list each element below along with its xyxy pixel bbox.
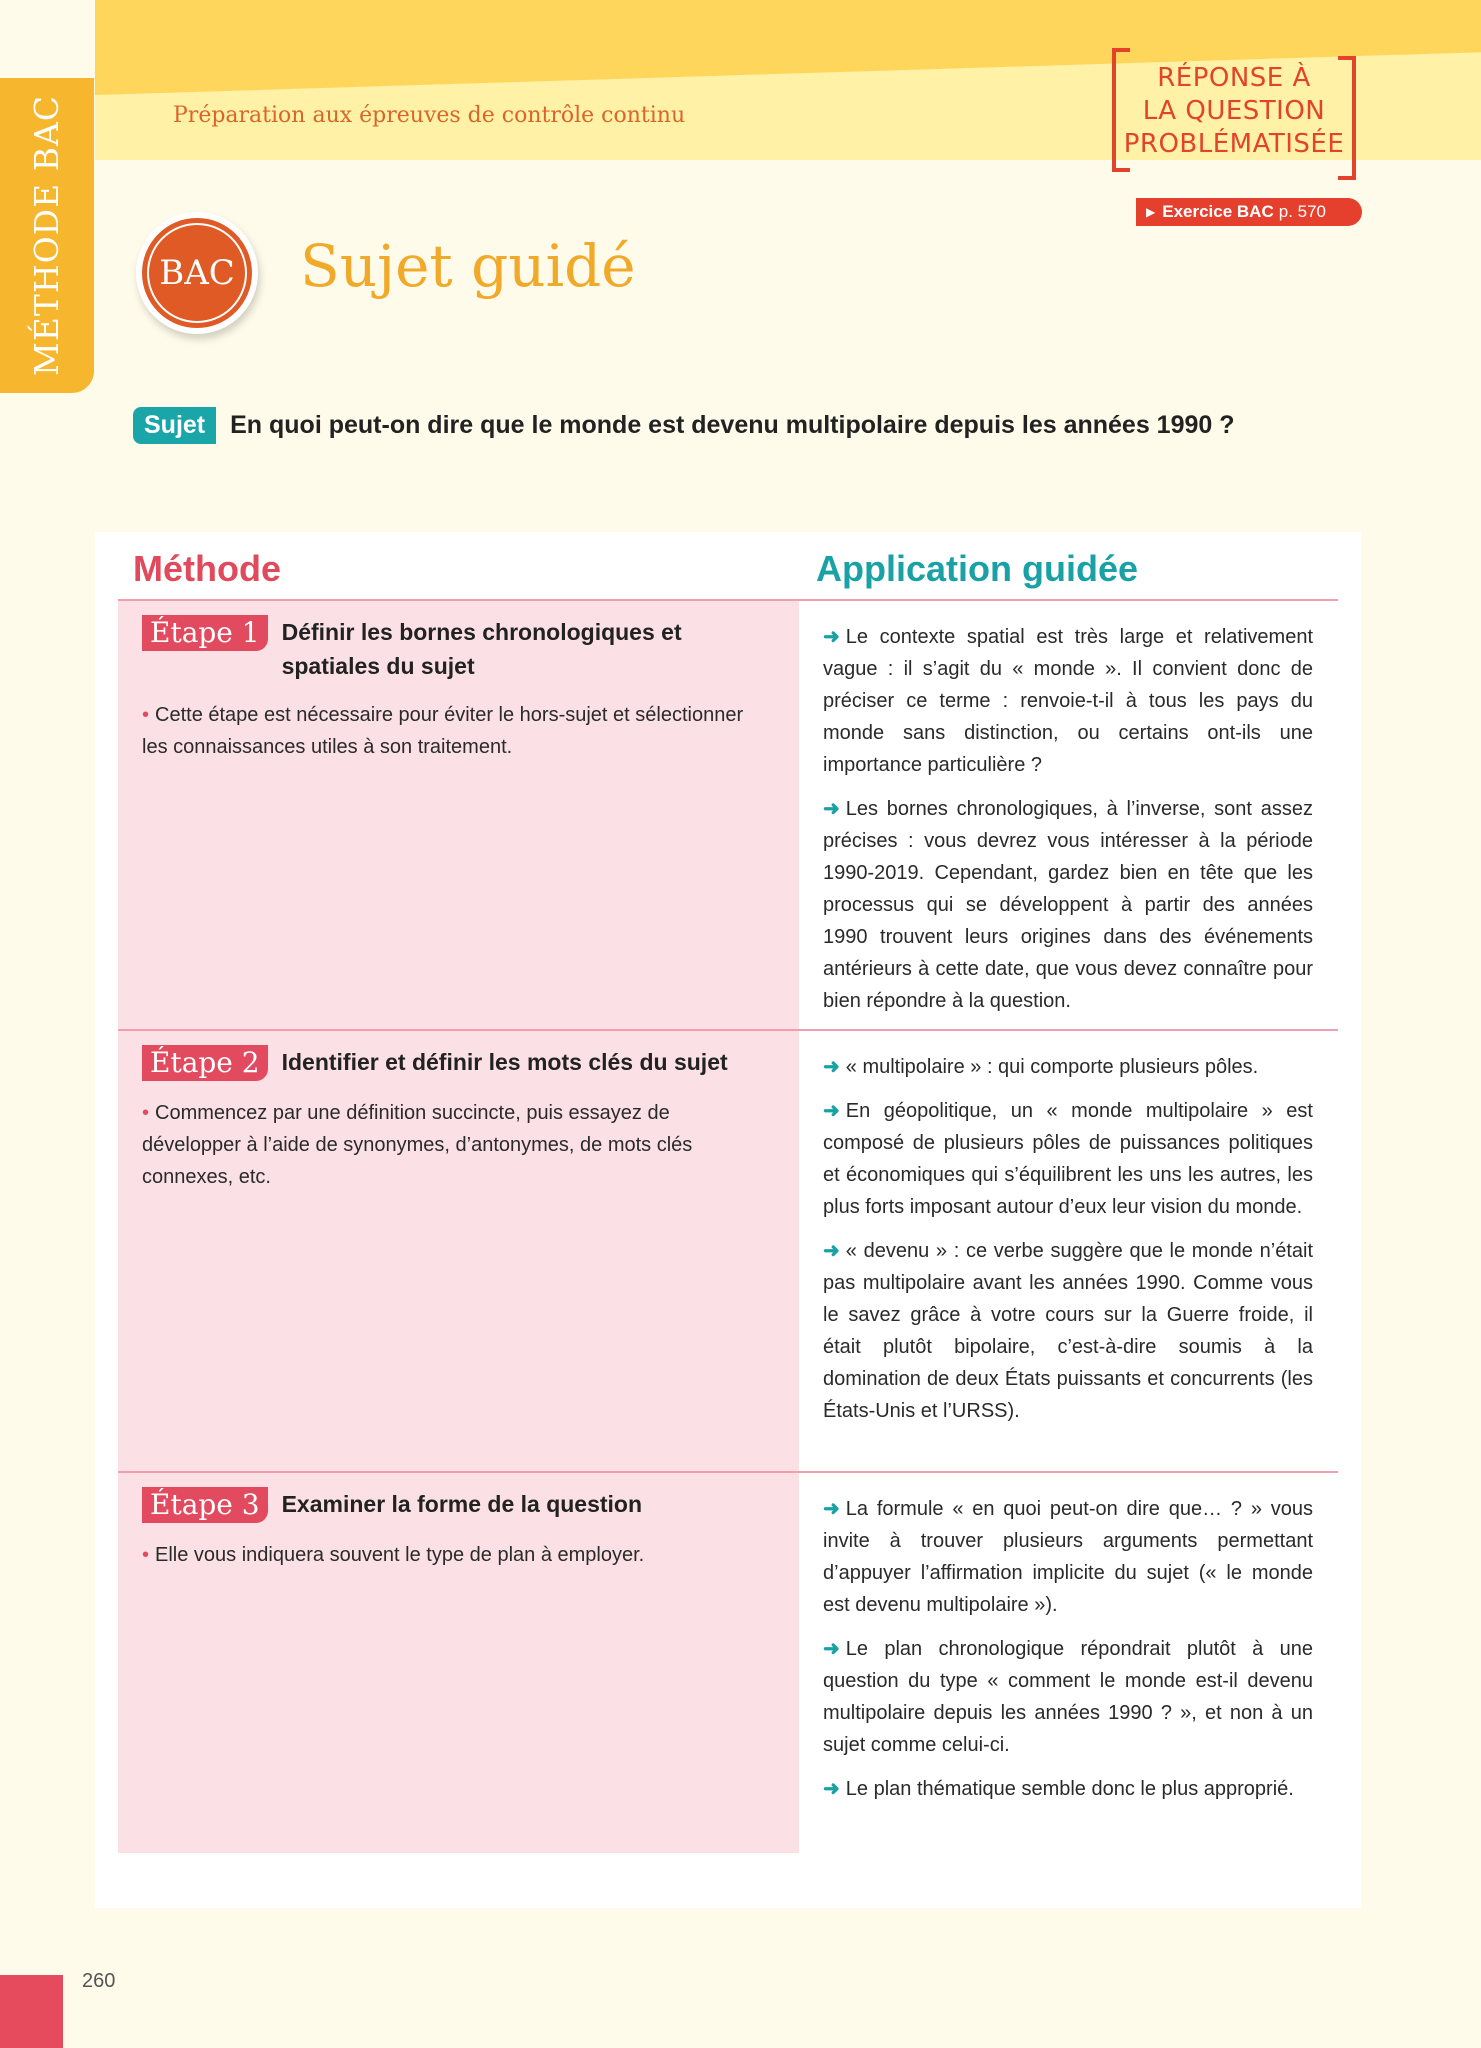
exercice-bac-link[interactable] [1136, 198, 1362, 226]
etape-header [142, 1487, 642, 1523]
methode-bullet [142, 699, 772, 763]
application-text: La formule « en quoi peut-on dire que… ? » vous invite à trouver plusieurs arguments permettant d’appuyer l’affirmation implicite du sujet (« le monde est devenu multipolaire »). [823, 1498, 1313, 1616]
bullet-text: Commencez par une définition succincte, puis essayez de développer à l’aide de synonymes, d’antonymes, de mots clés connexes, etc. [142, 1102, 693, 1188]
application-item [823, 1633, 1313, 1761]
application-item [823, 1051, 1313, 1083]
sujet-row [133, 407, 1235, 444]
etape-row-3 [118, 1471, 1338, 1853]
bullet-icon: • [142, 1544, 150, 1566]
etape-header [142, 615, 682, 683]
methode-panel [118, 1473, 799, 1853]
application-list [823, 1051, 1313, 1439]
bac-badge-label: BAC [159, 253, 235, 293]
etape-title: Examiner la forme de la question [281, 1491, 643, 1517]
application-text: Le plan thématique semble donc le plus approprié. [845, 1778, 1294, 1800]
etape-row-1 [118, 599, 1338, 1031]
arrow-right-icon: ➜ [823, 1100, 840, 1122]
application-item [823, 1773, 1313, 1805]
exercice-label: Exercice BAC [1162, 202, 1274, 221]
reponse-box [1112, 48, 1356, 174]
side-tab [0, 78, 94, 393]
arrow-right-icon: ➜ [823, 1498, 840, 1520]
application-text: « multipolaire » : qui comporte plusieurs pôles. [845, 1056, 1259, 1078]
etape-title: Définir les bornes chronologiques et spatiales du sujet [281, 619, 682, 679]
reponse-text [1124, 62, 1345, 161]
column-heading-application: Application guidée [816, 548, 1139, 589]
page-number: 260 [82, 1970, 116, 1992]
bracket-left-icon [1112, 48, 1130, 172]
bracket-right-icon [1338, 56, 1356, 180]
application-text: Les bornes chronologiques, à l’inverse, sont assez précises : vous devrez vous intéresser à la période 1990-2019. Cependant, gardez bien en tête que les processus qui se développent à partir des années 1990 trouvent leurs origines dans des événements antérieurs à cette date, que vous devez connaître pour bien répondre à la question. [823, 798, 1313, 1012]
play-triangle-icon: ▶ [1146, 205, 1156, 219]
bullet-icon: • [142, 1102, 150, 1124]
etape-tag: Étape 2 [142, 1045, 268, 1081]
bullet-text: Elle vous indiquera souvent le type de plan à employer. [155, 1544, 645, 1566]
application-item [823, 1493, 1313, 1621]
etape-tag: Étape 3 [142, 1487, 268, 1523]
application-item [823, 793, 1313, 1017]
etape-row-2 [118, 1029, 1338, 1473]
application-list [823, 1493, 1313, 1817]
reponse-line-2: LA QUESTION [1142, 95, 1326, 126]
bullet-text: Cette étape est nécessaire pour éviter le hors-sujet et sélectionner les connaissances utiles à son traitement. [142, 704, 744, 758]
side-tab-label: MÉTHODE BAC [27, 94, 67, 377]
column-heading-methode: Méthode [133, 548, 281, 589]
application-text: « devenu » : ce verbe suggère que le monde n’était pas multipolaire avant les années 1990. Comme vous le savez grâce à votre cours sur la Guerre froide, il était plutôt bipolaire, c’est-à-dire soumis à la domination de deux États puissants et concurrents (les États-Unis et l’URSS). [823, 1240, 1313, 1422]
exercice-page: p. 570 [1278, 202, 1327, 221]
sujet-question: En quoi peut-on dire que le monde est devenu multipolaire depuis les années 1990 ? [230, 411, 1235, 439]
header-corner [0, 0, 95, 62]
footer-color-block [0, 1975, 63, 2048]
etape-header [142, 1045, 728, 1081]
arrow-right-icon: ➜ [823, 1056, 840, 1078]
methode-bullet [142, 1097, 772, 1193]
arrow-right-icon: ➜ [823, 798, 840, 820]
section-label: Préparation aux épreuves de contrôle continu [173, 103, 686, 128]
application-item [823, 621, 1313, 781]
application-text: Le contexte spatial est très large et relativement vague : il s’agit du « monde ». Il convient donc de préciser ce terme : renvoie-t-il à tous les pays du monde sans distinction, ou certains ont-ils une importance particulière ? [823, 626, 1313, 776]
application-item [823, 1235, 1313, 1427]
etape-title: Identifier et définir les mots clés du sujet [281, 1049, 728, 1075]
application-list [823, 621, 1313, 1029]
arrow-right-icon: ➜ [823, 626, 840, 648]
reponse-line-1: RÉPONSE À [1157, 62, 1311, 93]
application-text: En géopolitique, un « monde multipolaire » est composé de plusieurs pôles de puissances politiques et économiques qui s’équilibrent les uns les autres, les plus forts imposant autour d’eux leur vision du monde. [823, 1100, 1313, 1218]
bac-badge [136, 212, 258, 334]
sujet-tag: Sujet [133, 407, 216, 444]
arrow-right-icon: ➜ [823, 1240, 840, 1262]
etape-tag: Étape 1 [142, 615, 268, 651]
reponse-line-3: PROBLÉMATISÉE [1123, 128, 1345, 159]
page-title: Sujet guidé [300, 232, 636, 300]
arrow-right-icon: ➜ [823, 1638, 840, 1660]
application-text: Le plan chronologique répondrait plutôt à une question du type « comment le monde est-il devenu multipolaire depuis les années 1990 ? », et non à un sujet comme celui-ci. [823, 1638, 1313, 1756]
bullet-icon: • [142, 704, 150, 726]
application-item [823, 1095, 1313, 1223]
methode-bullet [142, 1539, 772, 1571]
arrow-right-icon: ➜ [823, 1778, 840, 1800]
